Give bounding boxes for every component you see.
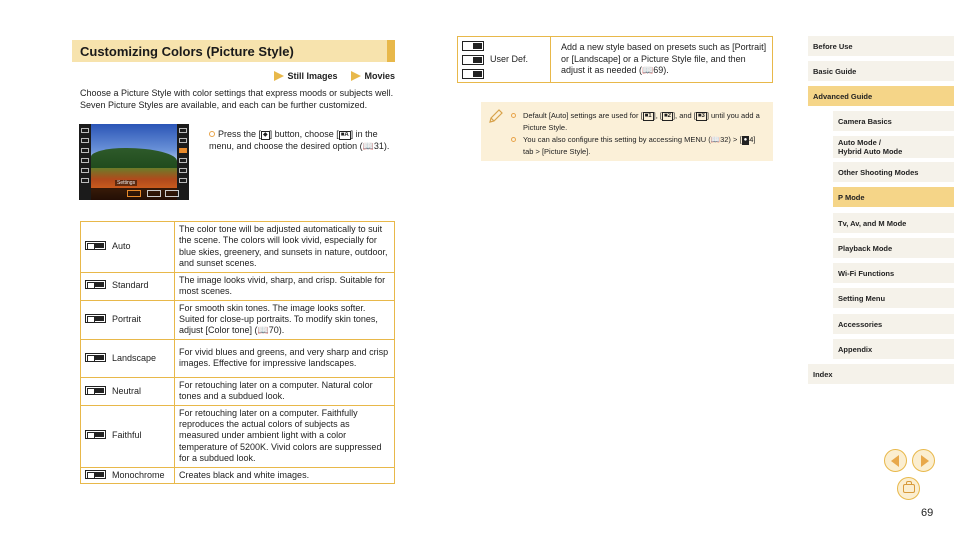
next-page-button[interactable] [912,449,935,472]
style-description: The image looks vivid, sharp, and crisp. Suitable for most scenes. [175,272,395,300]
style-portrait-icon [85,314,106,323]
style-description: Creates black and white images. [175,467,395,483]
nav-setting-menu[interactable]: Setting Menu [833,288,954,308]
book-icon: 📖 [257,325,269,336]
book-icon: 📖 [642,65,654,76]
bullet-icon [209,131,215,137]
still-images-label: Still Images [287,71,338,81]
style-monochrome-icon [85,470,106,479]
user-def-name: User Def. [490,53,529,64]
nav-auto-mode-line2: Hybrid Auto Mode [838,147,903,156]
page-ref: 69 [653,65,664,76]
step-text-4: ). [383,140,390,151]
nav-appendix[interactable]: Appendix [833,339,954,359]
table-row [81,467,395,483]
picture-styles-table [80,221,395,484]
user-def-1-icon: ■1 [644,113,652,119]
movies-triangle-icon [351,71,361,81]
note-box [481,102,773,161]
user-def-table [457,36,773,83]
picture-style-auto-icon: ■A [340,132,349,138]
nav-accessories[interactable]: Accessories [833,314,954,334]
bullet-icon [511,137,516,142]
nav-index[interactable]: Index [808,364,954,384]
user-def-3-icon [462,69,484,79]
bullet-icon [511,113,516,118]
table-row [81,222,395,273]
pencil-icon [488,108,504,124]
intro-text: Choose a Picture Style with color settings that express moods or subjects well. Seven Picture Styles are available, and each can be further customized. [80,88,394,110]
camera-screen-label: Settings [117,180,136,186]
section-title: Customizing Colors (Picture Style) [72,40,395,62]
style-description: For retouching later on a computer. Natural color tones and a subdued look. [175,377,395,405]
style-standard-icon [85,280,106,289]
nav-p-mode[interactable]: P Mode [833,187,954,207]
step-text-3: ] in the menu, and choose the desired option ( [209,129,378,151]
previous-page-button[interactable] [884,449,907,472]
table-row [81,272,395,300]
user-def-2-icon [462,55,484,65]
book-icon: 📖 [710,135,721,144]
mode-indicators [274,71,395,81]
nav-before-use[interactable]: Before Use [808,36,954,56]
style-neutral-icon [85,386,106,395]
still-images-mode [274,71,337,81]
back-icon [903,484,915,493]
style-name: Portrait [112,314,142,325]
style-auto-icon [85,241,106,250]
camera-tab-icon: ● [743,137,748,143]
nav-auto-mode-line1: Auto Mode / [838,138,881,147]
note-item: Default [Auto] settings are used for [ ■1 ], [ ■2 ], and [ ■3 ] until you add a Picture Style. [511,110,767,133]
style-name: Neutral [112,385,142,396]
style-landscape-icon [85,353,106,362]
movies-mode [351,71,395,81]
page-ref: 70 [268,325,279,336]
nav-advanced-guide[interactable]: Advanced Guide [808,86,954,106]
style-name: Auto [112,241,131,252]
nav-wifi-functions[interactable]: Wi-Fi Functions [833,263,954,283]
table-row [81,339,395,377]
nav-basic-guide[interactable]: Basic Guide [808,61,954,81]
style-faithful-icon [85,430,106,439]
movies-label: Movies [364,71,395,81]
arrow-left-icon [891,455,899,467]
style-description: For smooth skin tones. The image looks softer. Suited for close-up portraits. To modify skin tones, adjust [Color tone] (📖70). [175,300,395,339]
user-def-1-icon [462,41,484,51]
book-icon: 📖 [362,140,374,151]
page-ref: 32 [720,135,729,144]
note-list [511,110,767,157]
nav-other-shooting-modes[interactable]: Other Shooting Modes [833,162,954,182]
style-name: Landscape [112,352,157,363]
arrow-right-icon [921,455,929,467]
camera-screen-image [79,124,189,200]
user-def-3-icon: ■3 [697,113,705,119]
page-number: 69 [921,507,934,519]
note-item: You can also configure this setting by accessing MENU (📖32) > [ ● 4] tab > [Picture Style]. [511,134,767,157]
style-name: Monochrome [112,469,165,480]
user-def-icons [462,41,484,79]
user-def-2-icon: ■2 [663,113,671,119]
nav-playback-mode[interactable]: Playback Mode [833,238,954,258]
nav-auto-mode[interactable] [833,136,954,158]
table-row [81,405,395,467]
step-page-ref: 31 [373,140,384,151]
style-description: For vivid blues and greens, and very sharp and crisp images. Effective for impressive landscapes. [175,339,395,377]
still-images-triangle-icon [274,71,284,81]
func-set-button-icon: ◆ [263,132,268,138]
style-name: Standard [112,280,149,291]
back-button[interactable] [897,477,920,500]
user-def-description: Add a new style based on presets such as [Portrait] or [Landscape] or a Picture Style file, and then adjust it as needed (📖69). [551,37,773,83]
step-instruction [209,129,395,152]
nav-tv-av-m-mode[interactable]: Tv, Av, and M Mode [833,213,954,233]
table-row [81,300,395,339]
table-row [458,37,773,83]
style-description: For retouching later on a computer. Faithfully reproduces the actual colors of subjects as measured under ambient light with a color temperature of 5200K. Vivid colors are suppressed for a subdued look. [175,405,395,467]
step-text-2: ] button, choose [ [269,129,339,139]
style-description: The color tone will be adjusted automatically to suit the scene. The colors will look vivid, especially for blue skies, greenery, and sunsets in nature, outdoor, and sunset scenes. [175,222,395,273]
nav-camera-basics[interactable]: Camera Basics [833,111,954,131]
page-navigation [884,449,935,472]
table-row [81,377,395,405]
step-text-1: Press the [ [218,129,262,139]
style-name: Faithful [112,430,142,441]
